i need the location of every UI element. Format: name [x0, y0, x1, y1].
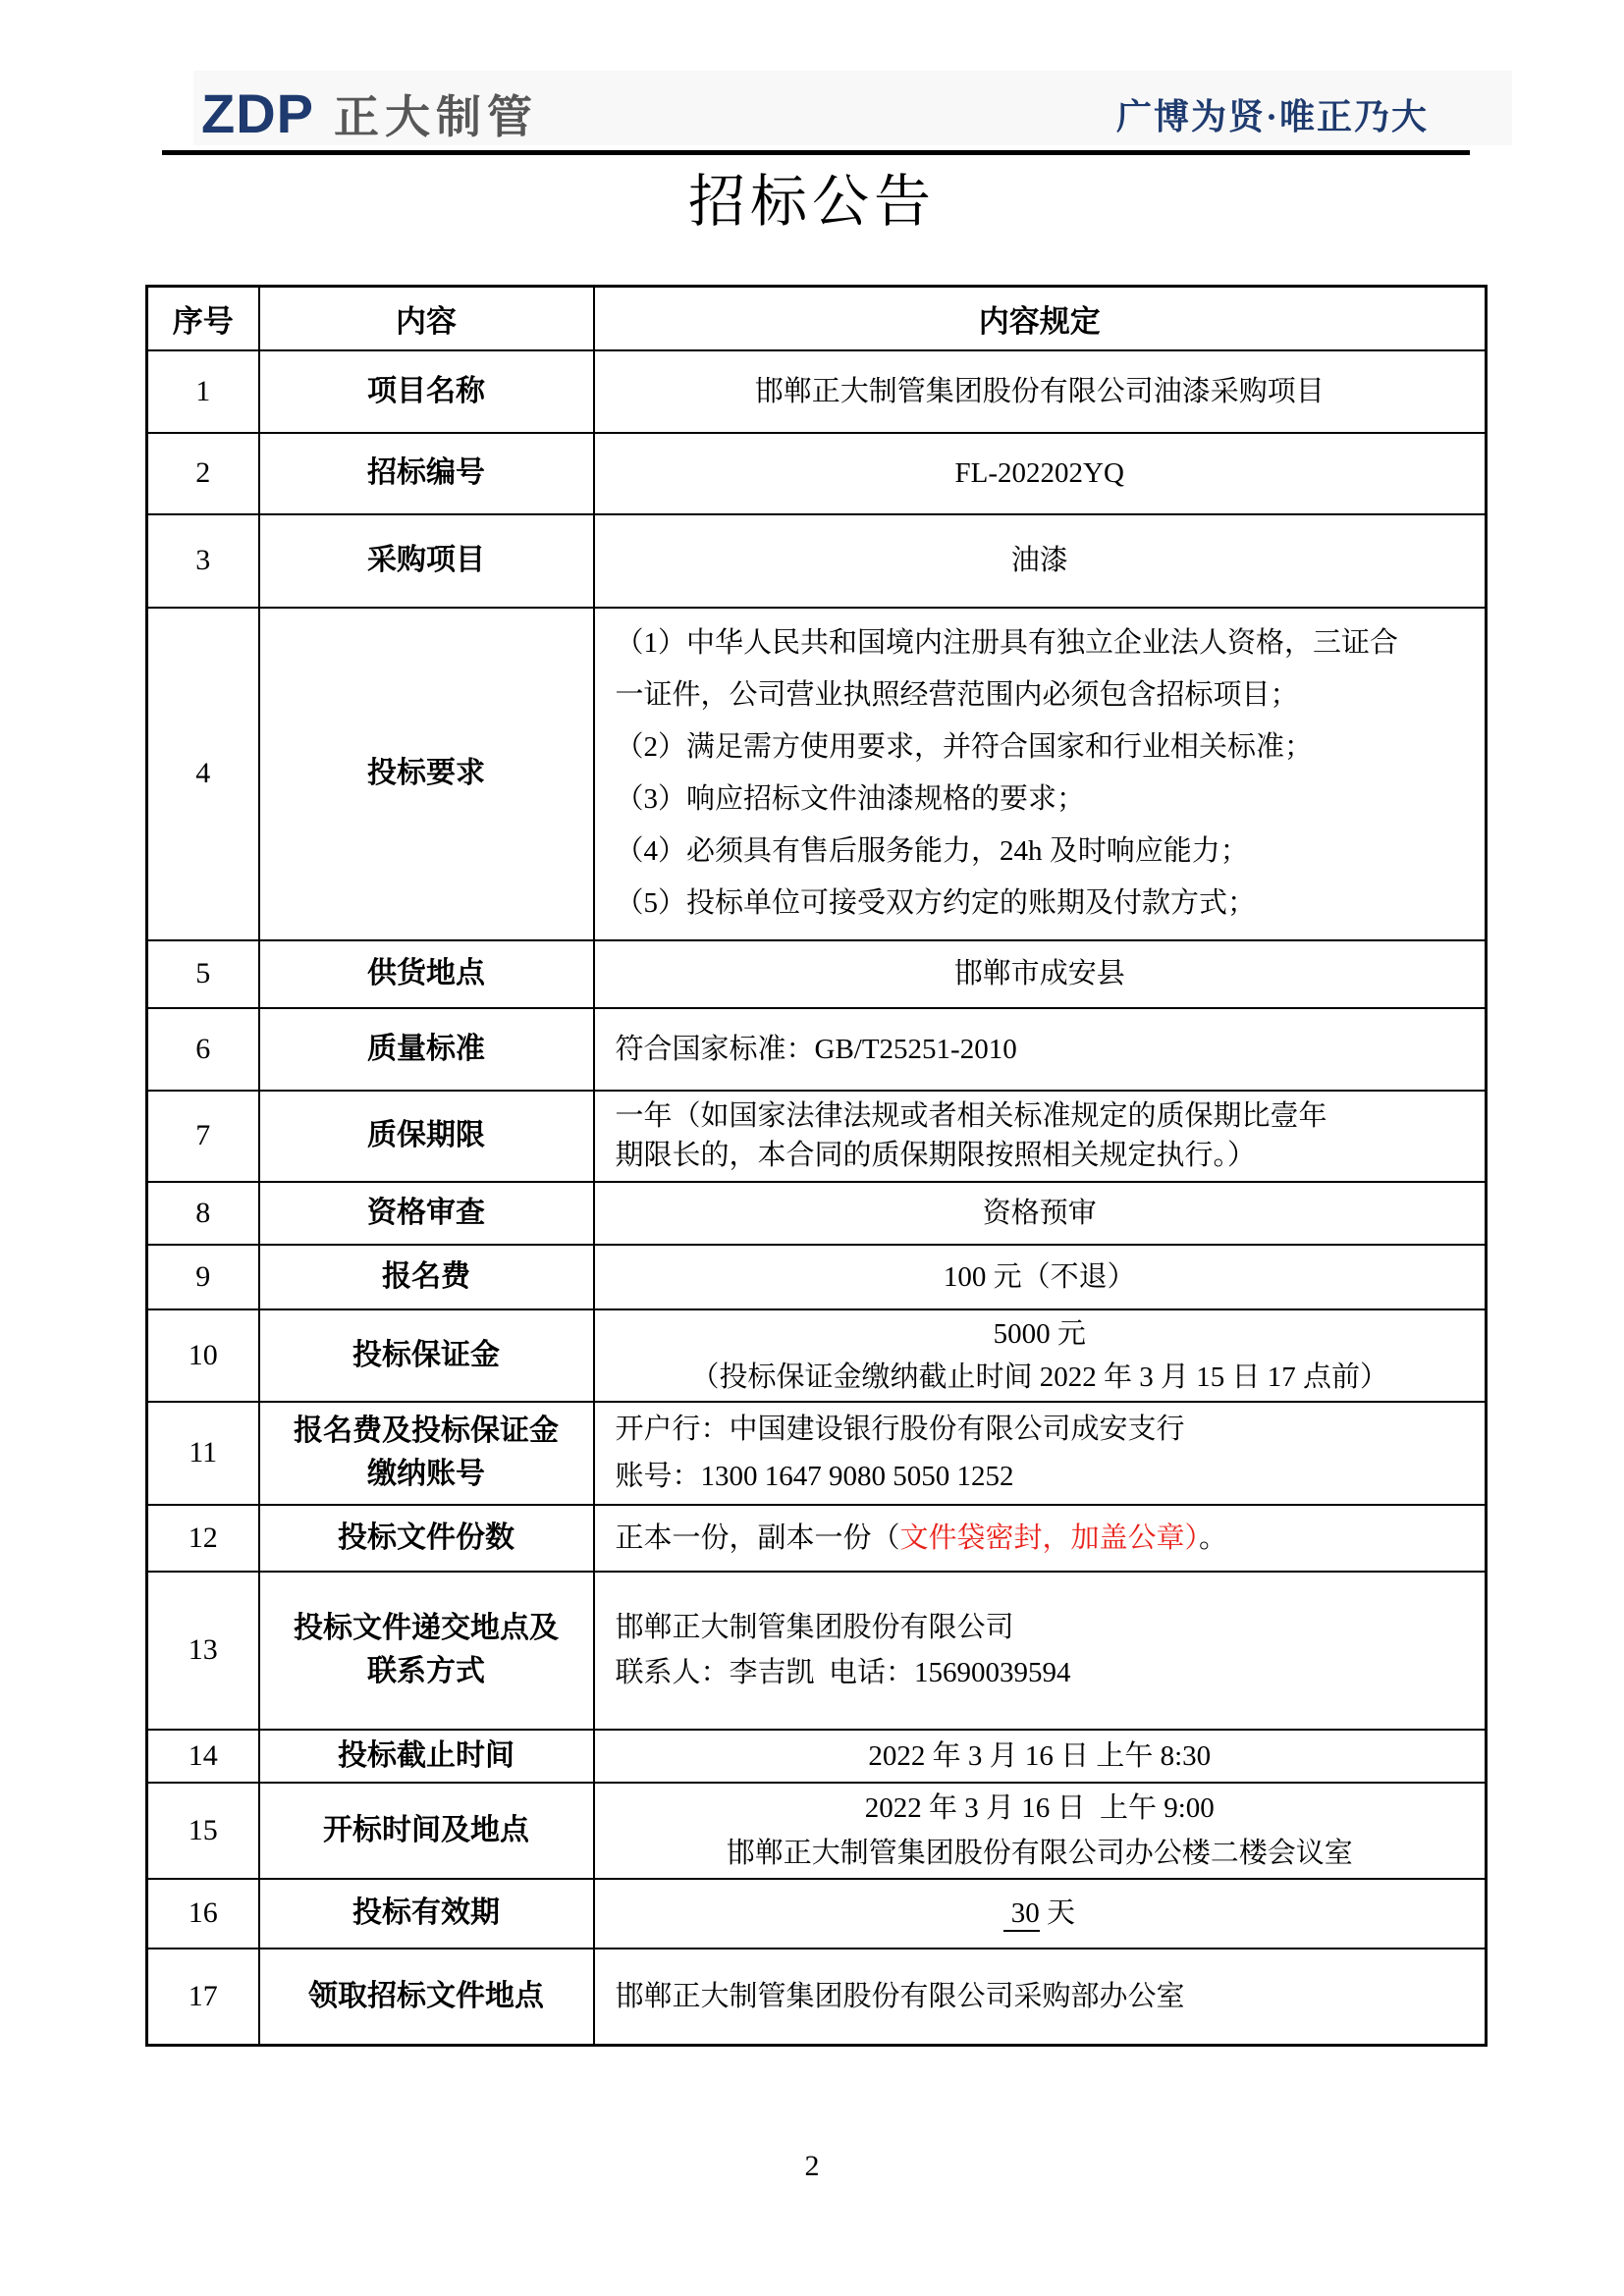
table-row	[147, 608, 1487, 940]
col-header-seq: 序号	[147, 287, 259, 350]
content-value-cell: 符合国家标准：GB/T25251-2010	[594, 1008, 1487, 1091]
content-value-cell	[594, 1402, 1487, 1505]
value-text: 。	[1199, 1522, 1228, 1554]
requirement-line: （2）满足需方使用要求，并符合国家和行业相关标准；	[615, 731, 1314, 763]
content-label-cell: 报名费	[259, 1245, 594, 1309]
value-line: 邯郸正大制管集团股份有限公司办公楼二楼会议室	[726, 1837, 1353, 1869]
row-number-cell: 6	[147, 1008, 259, 1091]
content-value-cell: 油漆	[594, 514, 1487, 608]
col-header-content: 内容	[259, 287, 594, 350]
content-value-cell	[594, 1783, 1487, 1879]
content-value-cell	[594, 1091, 1487, 1182]
value-line: 期限长的，本合同的质保期限按照相关规定执行。）	[615, 1140, 1257, 1171]
page-title: 招标公告	[687, 170, 936, 234]
row-number-cell: 9	[147, 1245, 259, 1309]
table-row	[147, 1402, 1487, 1505]
company-slogan: 广博为贤·唯正乃大	[1115, 97, 1429, 136]
row-number-cell: 2	[147, 433, 259, 514]
table-row	[147, 514, 1487, 608]
content-label-cell: 投标要求	[259, 608, 594, 940]
label-line: 联系方式	[367, 1655, 485, 1687]
row-number-cell: 10	[147, 1309, 259, 1402]
content-label-cell: 项目名称	[259, 350, 594, 433]
value-line: 一年（如国家法律法规或者相关标准规定的质保期比壹年	[615, 1100, 1327, 1132]
requirement-line: （5）投标单位可接受双方约定的账期及付款方式；	[615, 887, 1257, 919]
value-line: 开户行：中国建设银行股份有限公司成安支行	[615, 1414, 1185, 1445]
content-value-cell: 邯郸市成安县	[594, 940, 1487, 1008]
content-label-cell: 质量标准	[259, 1008, 594, 1091]
content-label-cell	[259, 1572, 594, 1730]
content-label-cell: 投标保证金	[259, 1309, 594, 1402]
logo-company-name: 正大制管	[334, 91, 538, 142]
requirement-line: 一证件，公司营业执照经营范围内必须包含招标项目；	[615, 679, 1299, 711]
tender-notice-table	[145, 285, 1488, 2047]
value-line: 联系人：李吉凯 电话：15690039594	[615, 1657, 1071, 1688]
table-row	[147, 1245, 1487, 1309]
content-value-cell: 2022 年 3 月 16 日 上午 8:30	[594, 1730, 1487, 1783]
content-value-cell	[594, 608, 1487, 940]
value-red-text: 文件袋密封，加盖公章）	[899, 1522, 1200, 1554]
underlined-value: 30	[1003, 1897, 1039, 1932]
value-line: （投标保证金缴纳截止时间 2022 年 3 月 15 日 17 点前）	[690, 1361, 1388, 1393]
content-value-cell	[594, 1572, 1487, 1730]
page-number: 2	[804, 2150, 820, 2182]
label-line: 缴纳账号	[367, 1458, 485, 1490]
value-text: 天	[1039, 1897, 1075, 1929]
table-row	[147, 433, 1487, 514]
table-row	[147, 1091, 1487, 1182]
content-label-cell: 投标文件份数	[259, 1505, 594, 1572]
content-label-cell: 投标有效期	[259, 1879, 594, 1949]
table-row	[147, 1309, 1487, 1402]
content-label-cell: 投标截止时间	[259, 1730, 594, 1783]
requirement-line: （1）中华人民共和国境内注册具有独立企业法人资格，三证合	[615, 627, 1399, 659]
value-line: 邯郸正大制管集团股份有限公司	[615, 1612, 1014, 1643]
content-value-cell	[594, 1879, 1487, 1949]
table-header-row	[147, 287, 1487, 350]
content-value-cell	[594, 1309, 1487, 1402]
logo-zdp-text: ZDP	[201, 82, 314, 144]
table-row	[147, 1879, 1487, 1949]
table-row	[147, 1949, 1487, 2046]
table-row	[147, 1008, 1487, 1091]
value-line: 2022 年 3 月 16 日 上午 9:00	[864, 1791, 1215, 1824]
requirement-line: （3）响应招标文件油漆规格的要求；	[615, 783, 1086, 815]
row-number-cell: 3	[147, 514, 259, 608]
col-header-spec: 内容规定	[594, 287, 1487, 350]
content-value-cell: 资格预审	[594, 1182, 1487, 1245]
table-row	[147, 1783, 1487, 1879]
value-line: 账号：1300 1647 9080 5050 1252	[615, 1461, 1014, 1492]
row-number-cell: 8	[147, 1182, 259, 1245]
content-value-cell: FL-202202YQ	[594, 433, 1487, 514]
row-number-cell: 5	[147, 940, 259, 1008]
requirement-line: （4）必须具有售后服务能力，24h 及时响应能力；	[615, 835, 1249, 867]
row-number-cell: 16	[147, 1879, 259, 1949]
content-value-cell: 100 元（不退）	[594, 1245, 1487, 1309]
table-row	[147, 1730, 1487, 1783]
row-number-cell: 13	[147, 1572, 259, 1730]
table-row	[147, 1182, 1487, 1245]
row-number-cell: 7	[147, 1091, 259, 1182]
content-label-cell: 开标时间及地点	[259, 1783, 594, 1879]
content-label-cell: 供货地点	[259, 940, 594, 1008]
value-line: 5000 元	[993, 1317, 1086, 1350]
row-number-cell: 14	[147, 1730, 259, 1783]
label-line: 投标文件递交地点及	[294, 1612, 559, 1644]
header-divider-rule	[162, 150, 1470, 155]
row-number-cell: 15	[147, 1783, 259, 1879]
content-label-cell: 领取招标文件地点	[259, 1949, 594, 2046]
table-row	[147, 940, 1487, 1008]
content-value-cell	[594, 1505, 1487, 1572]
company-logo	[201, 82, 538, 144]
content-value-cell: 邯郸正大制管集团股份有限公司采购部办公室	[594, 1949, 1487, 2046]
content-label-cell: 质保期限	[259, 1091, 594, 1182]
content-label-cell: 采购项目	[259, 514, 594, 608]
row-number-cell: 12	[147, 1505, 259, 1572]
row-number-cell: 4	[147, 608, 259, 940]
content-label-cell	[259, 1402, 594, 1505]
table-row	[147, 1505, 1487, 1572]
row-number-cell: 17	[147, 1949, 259, 2046]
table-row	[147, 350, 1487, 433]
content-label-cell: 招标编号	[259, 433, 594, 514]
table-row	[147, 1572, 1487, 1730]
label-line: 报名费及投标保证金	[294, 1415, 559, 1447]
content-value-cell: 邯郸正大制管集团股份有限公司油漆采购项目	[594, 350, 1487, 433]
row-number-cell: 11	[147, 1402, 259, 1505]
content-label-cell: 资格审查	[259, 1182, 594, 1245]
row-number-cell: 1	[147, 350, 259, 433]
value-text: 正本一份，副本一份（	[615, 1522, 900, 1554]
